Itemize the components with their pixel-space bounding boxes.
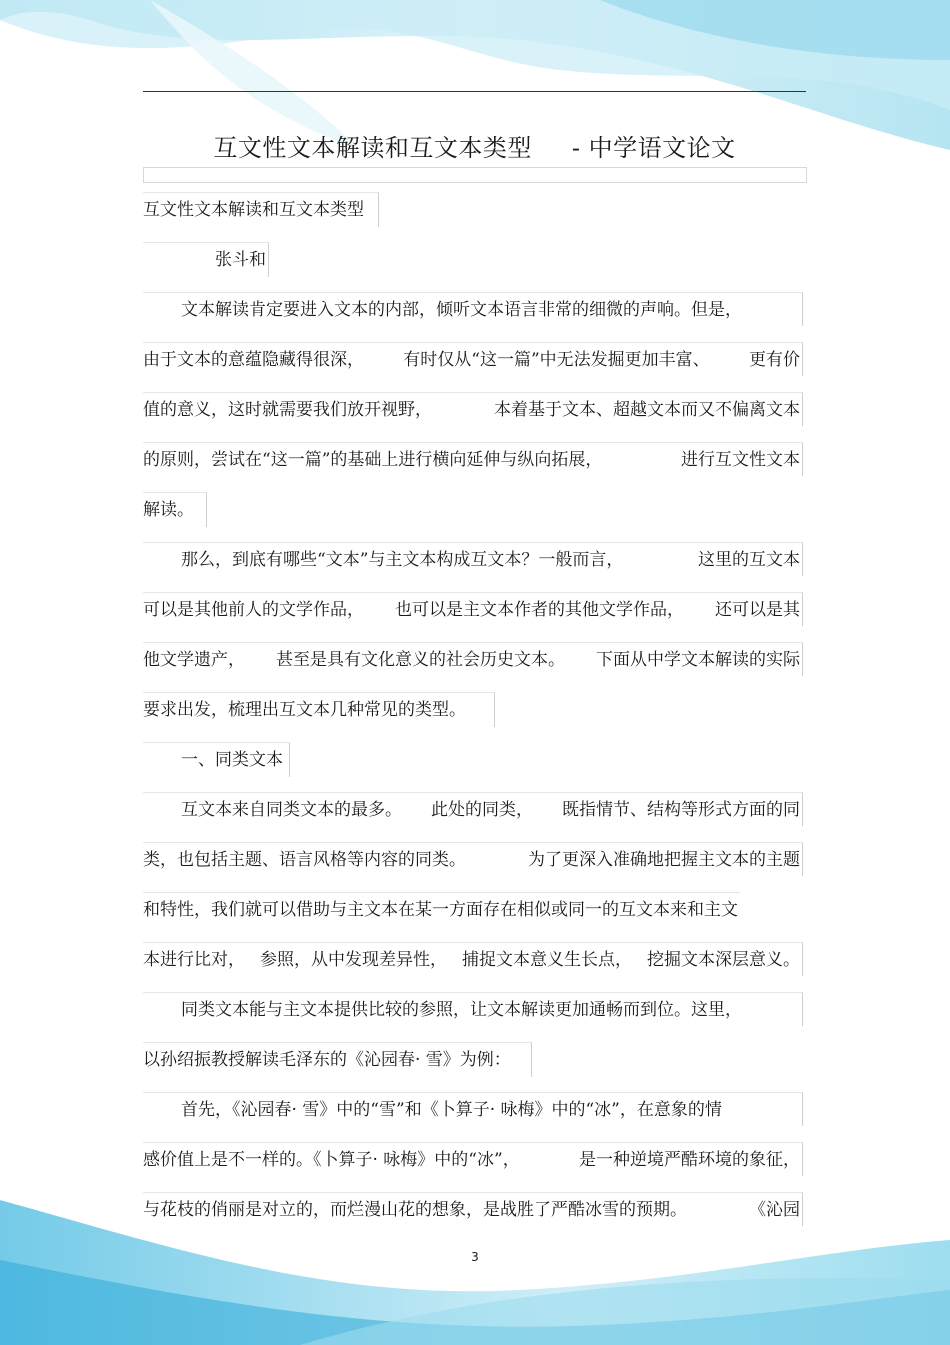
paragraph-line: 他文学遗产， 甚至是具有文化意义的社会历史文本。 下面从中学文本解读的实际 [143, 642, 803, 676]
paragraph-line: 由于文本的意蕴隐藏得很深， 有时仅从“这一篇”中无法发掘更加丰富、 更有价 [143, 342, 803, 376]
paragraph-line: 感价值上是不一样的。《卜算子· 咏梅》中的“冰”， 是一种逆境严酷环境的象征， [143, 1142, 803, 1176]
title-suffix: - 中学语文论文 [571, 134, 736, 162]
paragraph-line: 本进行比对， 参照，从中发现差异性， 捕捉文本意义生长点， 挖掘文本深层意义。 [143, 942, 803, 976]
paragraph-line: 文本解读肯定要进入文本的内部，倾听文本语言非常的细微的声响。但是， [143, 292, 803, 326]
paragraph-line: 和特性，我们就可以借助与主文本在某一方面存在相似或同一的互文本来和主文 [143, 892, 740, 927]
paragraph-line: 那么，到底有哪些“文本”与主文本构成互文本？一般而言， 这里的互文本 [143, 542, 803, 576]
paragraph-line: 与花枝的俏丽是对立的，而烂漫山花的想象，是战胜了严酷冰雪的预期。 《沁园 [143, 1192, 803, 1226]
paragraph-line: 首先，《沁园春· 雪》中的“雪”和《卜算子· 咏梅》中的“冰”，在意象的情 [143, 1092, 803, 1126]
page-number: 3 [471, 1250, 479, 1264]
paragraph-line: 可以是其他前人的文学作品， 也可以是主文本作者的其他文学作品， 还可以是其 [143, 592, 803, 626]
paragraph-line: 类，也包括主题、语言风格等内容的同类。 为了更深入准确地把握主文本的主题 [143, 842, 803, 876]
paragraph-line: 的原则，尝试在“这一篇”的基础上进行横向延伸与纵向拓展， 进行互文性文本 [143, 442, 803, 476]
paragraph-line: 解读。 [143, 492, 207, 527]
author-name: 张斗和 [143, 242, 269, 277]
paragraph-line: 要求出发，梳理出互文本几种常见的类型。 [143, 692, 495, 727]
paragraph-line: 互文本来自同类文本的最多。 此处的同类， 既指情节、结构等形式方面的同 [143, 792, 803, 826]
title-underline-box [143, 167, 807, 183]
paragraph-line: 同类文本能与主文本提供比较的参照，让文本解读更加通畅而到位。这里， [143, 992, 803, 1026]
section-heading: 一、同类文本 [143, 742, 290, 777]
article-heading: 互文性文本解读和互文本类型 [143, 192, 379, 227]
header-rule [143, 91, 806, 92]
paragraph-line: 值的意义，这时就需要我们放开视野， 本着基于文本、超越文本而又不偏离文本 [143, 392, 803, 426]
title-main: 互文性文本解读和互文本类型 [213, 134, 532, 162]
document-title [143, 128, 806, 163]
paragraph-line: 以孙绍振教授解读毛泽东的《沁园春· 雪》为例： [143, 1042, 532, 1077]
